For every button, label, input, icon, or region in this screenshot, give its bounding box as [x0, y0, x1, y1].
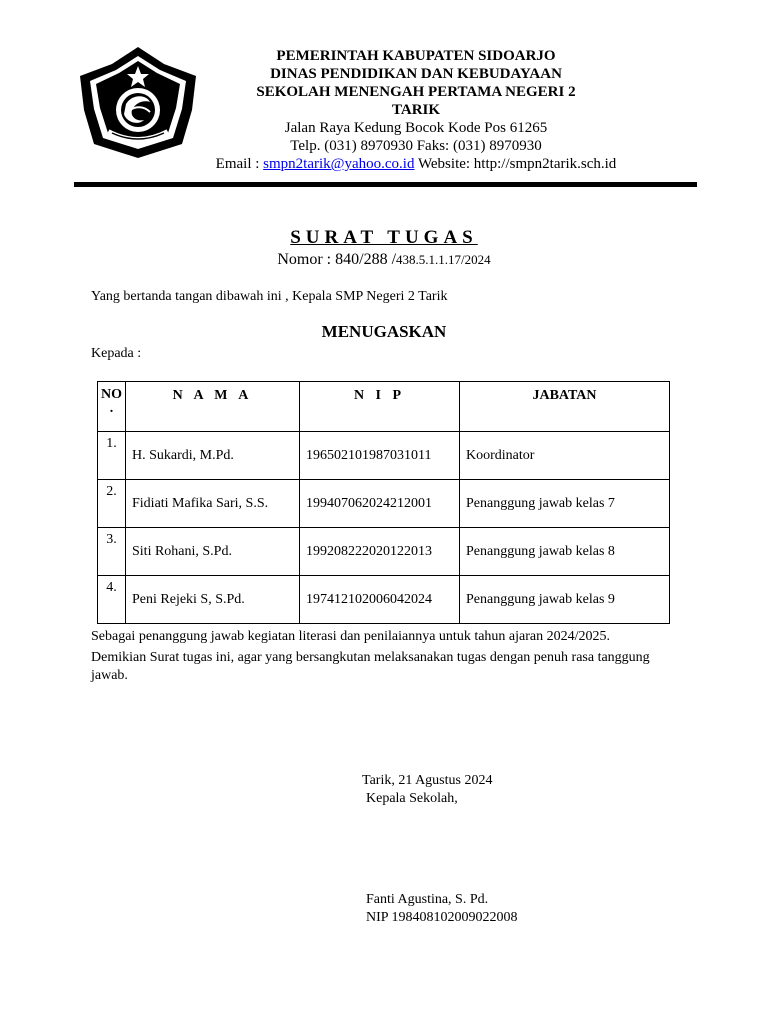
assign-heading: MENUGASKAN [321, 322, 447, 341]
school-location: TARIK [391, 102, 441, 118]
office-name: DINAS PENDIDIKAN DAN KEBUDAYAAN [270, 66, 562, 82]
purpose-paragraph: Sebagai penanggung jawab kegiatan literasi dan penilaiannya untuk tahun ajaran 2024/2025. [91, 629, 611, 644]
document-title [0, 227, 768, 249]
number-suffix: 438.5.1.1.17/2024 [396, 252, 491, 267]
email-label: Email : [215, 156, 264, 172]
row-nama: Peni Rejeki S, S.Pd. [126, 576, 300, 624]
school-address: Jalan Raya Kedung Bocok Kode Pos 61265 [284, 120, 548, 136]
row-jabatan: Koordinator [460, 432, 670, 480]
row-no: 1. [98, 432, 126, 480]
document-title-text: SURAT TUGAS [290, 227, 478, 248]
header-nip: N I P [300, 382, 460, 432]
letterhead-divider [74, 182, 697, 187]
intro-text: Yang bertanda tangan dibawah ini , Kepala SMP Negeri 2 Tarik [91, 289, 448, 304]
table-row [98, 432, 670, 480]
website-text: Website: http://smpn2tarik.sch.id [414, 156, 617, 172]
place-date: Tarik, 21 Agustus 2024 [362, 773, 493, 788]
assignment-table [97, 381, 670, 624]
table-row [98, 480, 670, 528]
letterhead [200, 47, 632, 173]
signer-block [366, 891, 518, 927]
row-nip: 199407062024212001 [300, 480, 460, 528]
gov-name: PEMERINTAH KABUPATEN SIDOARJO [276, 48, 556, 64]
email-link[interactable]: smpn2tarik@yahoo.co.id [263, 156, 415, 172]
school-name: SEKOLAH MENENGAH PERTAMA NEGERI 2 [256, 84, 576, 100]
row-jabatan: Penanggung jawab kelas 7 [460, 480, 670, 528]
row-no: 4. [98, 576, 126, 624]
header-no [98, 382, 126, 432]
row-nama: H. Sukardi, M.Pd. [126, 432, 300, 480]
row-nip: 199208222020122013 [300, 528, 460, 576]
school-phone: Telp. (031) 8970930 Faks: (031) 8970930 [290, 138, 542, 154]
row-jabatan: Penanggung jawab kelas 8 [460, 528, 670, 576]
row-nip: 197412102006042024 [300, 576, 460, 624]
recipient-label: Kepada : [91, 346, 142, 361]
header-no-text: NO [101, 387, 122, 402]
row-nip: 196502101987031011 [300, 432, 460, 480]
header-no-dot: . [109, 401, 114, 416]
contact-line [200, 155, 632, 173]
table-row [98, 576, 670, 624]
signature-block [362, 772, 492, 808]
closing-paragraph: Demikian Surat tugas ini, agar yang bersangkutan melaksanakan tugas dengan penuh rasa tanggung jawab. [91, 650, 650, 683]
signer-nip: NIP 198408102009022008 [366, 910, 518, 925]
number-prefix: Nomor : 840/288 / [277, 251, 397, 268]
document-number [0, 251, 768, 269]
header-nama: N A M A [126, 382, 300, 432]
row-nama: Siti Rohani, S.Pd. [126, 528, 300, 576]
table-row [98, 528, 670, 576]
row-nama: Fidiati Mafika Sari, S.S. [126, 480, 300, 528]
signer-name: Fanti Agustina, S. Pd. [366, 892, 489, 907]
regency-emblem-icon [74, 44, 202, 162]
signer-position: Kepala Sekolah, [366, 791, 458, 806]
row-no: 3. [98, 528, 126, 576]
row-no: 2. [98, 480, 126, 528]
closing-text [91, 628, 671, 688]
header-jabatan: JABATAN [460, 382, 670, 432]
table-header-row [98, 382, 670, 432]
row-jabatan: Penanggung jawab kelas 9 [460, 576, 670, 624]
